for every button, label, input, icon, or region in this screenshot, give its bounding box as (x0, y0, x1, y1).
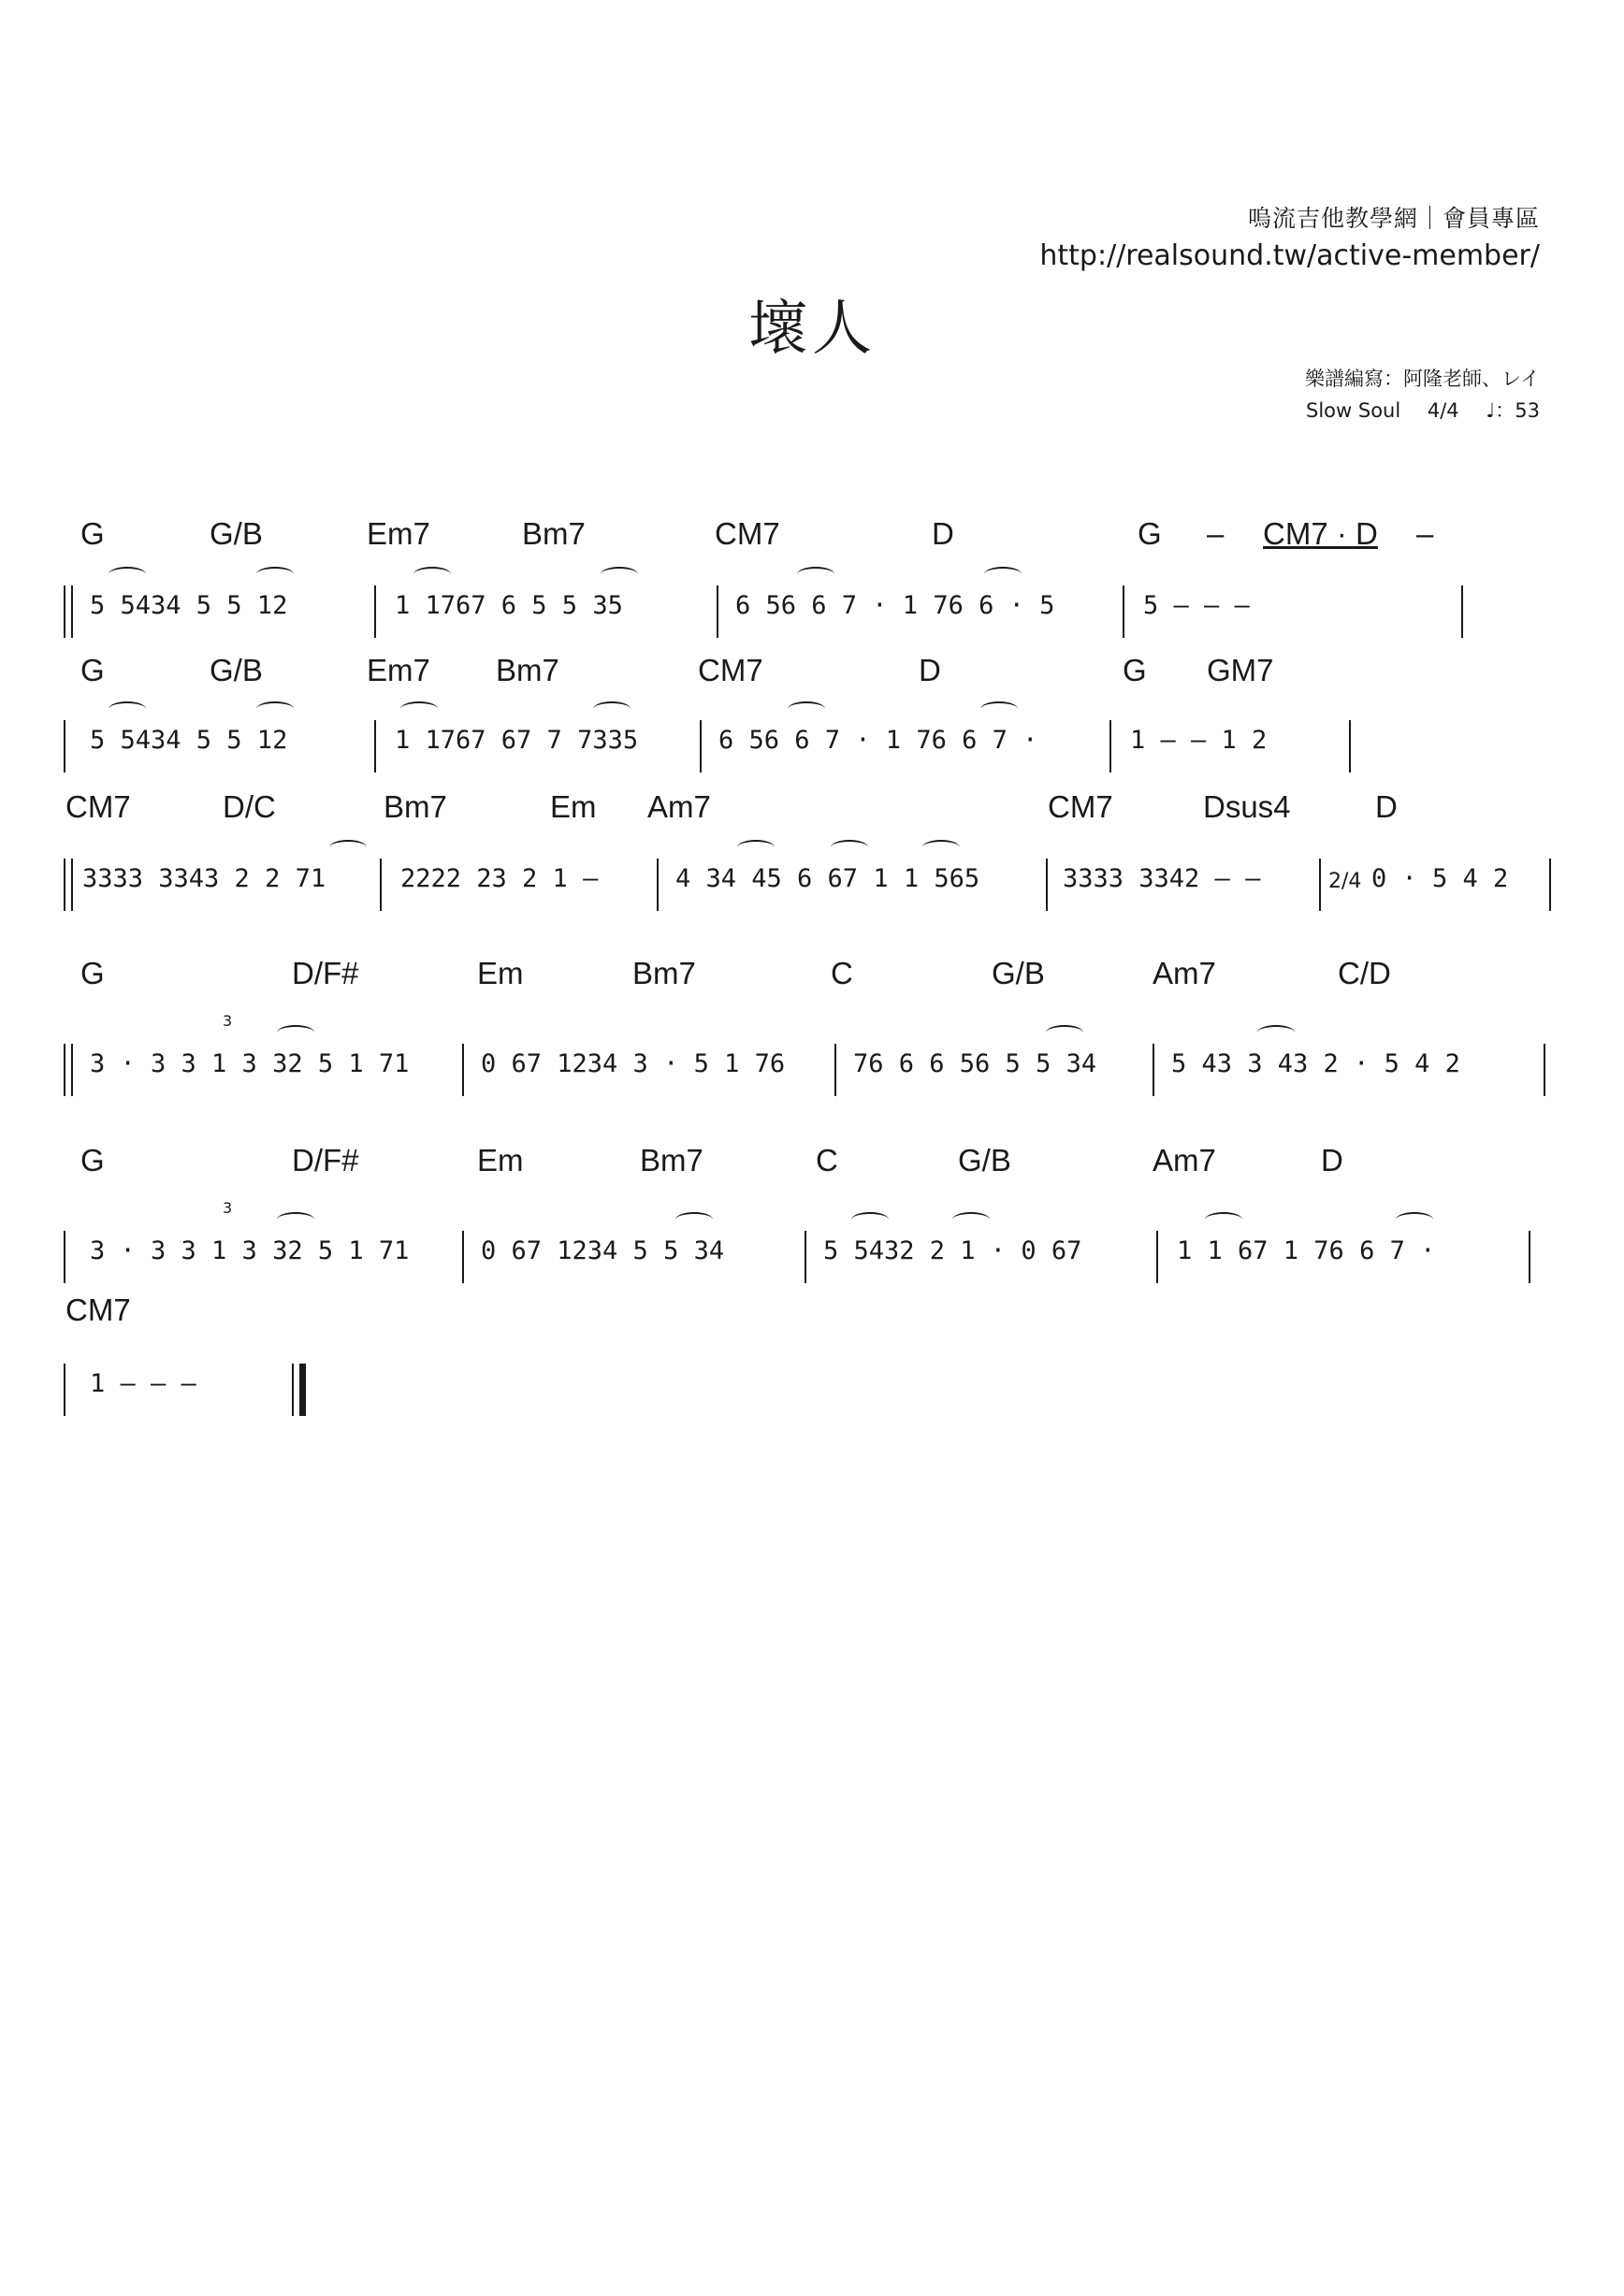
barline (805, 1231, 806, 1283)
triplet-mark: 3 (223, 1199, 233, 1217)
chord: CM7 (698, 653, 763, 687)
slur (980, 701, 1018, 716)
chord: Em (477, 1143, 524, 1177)
barline (1156, 1231, 1158, 1283)
measure: 1 1767 6 5 5 35 (395, 591, 623, 620)
song-title: 壞人 (748, 295, 876, 364)
slur (675, 1212, 713, 1227)
chord: G/B (210, 516, 263, 551)
measure: 2222 23 2 1 – (400, 864, 599, 893)
slur (984, 567, 1022, 582)
slur (593, 701, 631, 716)
tempo-label: ♩：53 (1486, 399, 1540, 422)
site-name: 嗚流吉他教學網｜會員專區 (1247, 205, 1540, 232)
measure: 76 6 6 56 5 5 34 (853, 1049, 1097, 1078)
slur (922, 840, 960, 855)
barline (1544, 1044, 1545, 1096)
chord: CM7 (65, 1292, 131, 1327)
slur (277, 1212, 314, 1227)
chord: GM7 (1207, 653, 1274, 687)
chord-row-4 (0, 956, 1624, 997)
measure: 0 · 5 4 2 (1371, 864, 1509, 893)
chord: Bm7 (384, 789, 447, 824)
time-change: 2/4 (1328, 870, 1362, 893)
slur (952, 1212, 990, 1227)
style-label: Slow Soul (1306, 399, 1401, 422)
slur (1257, 1025, 1295, 1040)
barline (1461, 585, 1463, 638)
barline (380, 859, 382, 911)
chord: C (831, 956, 853, 990)
barline (64, 1231, 65, 1283)
barline (64, 720, 65, 773)
chord: Am7 (1153, 956, 1216, 990)
measure: 1 1 67 1 76 6 7 · (1177, 1236, 1436, 1265)
chord: Bm7 (496, 653, 559, 687)
measure: 1 – – – (90, 1369, 196, 1398)
slur (1205, 1212, 1242, 1227)
barline (462, 1044, 464, 1096)
final-barline (292, 1364, 294, 1416)
barline (1123, 585, 1124, 638)
chord: D/F# (292, 1143, 359, 1177)
chord-row-6 (0, 1292, 1624, 1334)
measure: 5 5434 5 5 12 (90, 591, 288, 620)
measure: 5 5432 2 1 · 0 67 (823, 1236, 1082, 1265)
staff-row-1 (58, 585, 1573, 651)
start-barline (64, 585, 65, 638)
chord: G (1123, 653, 1147, 687)
chord: G (80, 653, 105, 687)
chord: D/F# (292, 956, 359, 990)
slur (797, 567, 834, 582)
staff-row-2 (58, 720, 1573, 786)
credits (1285, 363, 1540, 426)
chord: D (1321, 1143, 1343, 1177)
barline (657, 859, 659, 911)
chord: G/B (210, 653, 263, 687)
chord: G/B (992, 956, 1045, 990)
chord-row-5 (0, 1143, 1624, 1184)
staff-row-6 (58, 1364, 1573, 1429)
measure: 3333 3343 2 2 71 (82, 864, 326, 893)
slur (1046, 1025, 1083, 1040)
barline (1109, 720, 1111, 773)
barline (1349, 720, 1351, 773)
chord: Bm7 (640, 1143, 703, 1177)
start-barline (64, 1044, 65, 1096)
chord: Em (477, 956, 524, 990)
measure: 6 56 6 7 · 1 76 6 7 · (718, 726, 1038, 755)
measure: 3333 3342 – – (1063, 864, 1261, 893)
slur (256, 567, 294, 582)
barline (1153, 1044, 1154, 1096)
chord: Em7 (367, 516, 430, 551)
chord: C (816, 1143, 838, 1177)
slur (851, 1212, 889, 1227)
chord: – (1207, 516, 1225, 551)
chord: Bm7 (632, 956, 696, 990)
chord: Am7 (647, 789, 711, 824)
chord: CM7 (715, 516, 780, 551)
barline (1046, 859, 1048, 911)
barline (700, 720, 702, 773)
start-barline (64, 859, 65, 911)
barline (717, 585, 718, 638)
chord: Bm7 (522, 516, 586, 551)
measure: 4 34 45 6 67 1 1 565 (675, 864, 980, 893)
slur (831, 840, 868, 855)
chord: D (919, 653, 941, 687)
measure: 0 67 1234 3 · 5 1 76 (481, 1049, 786, 1078)
chord: D (1375, 789, 1398, 824)
staff-row-4 (58, 1012, 1573, 1109)
barline (1319, 859, 1321, 911)
slur (256, 701, 294, 716)
triplet-mark: 3 (223, 1012, 233, 1030)
measure: 0 67 1234 5 5 34 (481, 1236, 725, 1265)
staff-row-3 (58, 859, 1573, 924)
chord: G (80, 956, 105, 990)
chord: G/B (958, 1143, 1011, 1177)
slur (788, 701, 825, 716)
barline (374, 585, 376, 638)
measure: 3 · 3 3 1 3 32 5 1 71 (90, 1049, 410, 1078)
site-url[interactable]: http://realsound.tw/active-member/ (1039, 239, 1540, 272)
measure: 3 · 3 3 1 3 32 5 1 71 (90, 1236, 410, 1265)
slur (329, 840, 367, 855)
slur (1396, 1212, 1433, 1227)
barline (64, 1364, 65, 1416)
chord-row-1 (0, 516, 1624, 557)
chord: G (80, 1143, 105, 1177)
measure: 1 – – 1 2 (1130, 726, 1268, 755)
chord: D (932, 516, 954, 551)
barline (834, 1044, 836, 1096)
slur (400, 701, 438, 716)
chord-row-2 (0, 653, 1624, 694)
barline (462, 1231, 464, 1283)
chord: Em (550, 789, 597, 824)
measure: 5 – – – (1143, 591, 1250, 620)
measure: 1 1767 67 7 7335 (395, 726, 639, 755)
arranger-credit: 樂譜編寫：阿隆老師、レイ (1305, 368, 1540, 390)
chord: G (80, 516, 105, 551)
chord: CM7 · D (1263, 516, 1378, 551)
measure: 5 5434 5 5 12 (90, 726, 288, 755)
slur (109, 701, 146, 716)
chord: Dsus4 (1203, 789, 1291, 824)
chord: C/D (1338, 956, 1391, 990)
measure: 5 43 3 43 2 · 5 4 2 (1171, 1049, 1460, 1078)
slur (601, 567, 638, 582)
chord: D/C (223, 789, 276, 824)
chord: CM7 (1048, 789, 1113, 824)
time-signature: 4/4 (1427, 399, 1459, 422)
slur (413, 567, 451, 582)
measure: 6 56 6 7 · 1 76 6 · 5 (735, 591, 1055, 620)
chord: CM7 (65, 789, 131, 824)
chord: – (1416, 516, 1434, 551)
barline (1549, 859, 1551, 911)
slur (109, 567, 146, 582)
chord: Em7 (367, 653, 430, 687)
site-header (1039, 200, 1540, 275)
chord: Am7 (1153, 1143, 1216, 1177)
staff-row-5 (58, 1199, 1573, 1296)
barline (374, 720, 376, 773)
chord-row-3 (0, 789, 1624, 830)
barline (1529, 1231, 1530, 1283)
chord: G (1138, 516, 1162, 551)
song-meta (1285, 395, 1540, 426)
slur (277, 1025, 314, 1040)
slur (737, 840, 775, 855)
